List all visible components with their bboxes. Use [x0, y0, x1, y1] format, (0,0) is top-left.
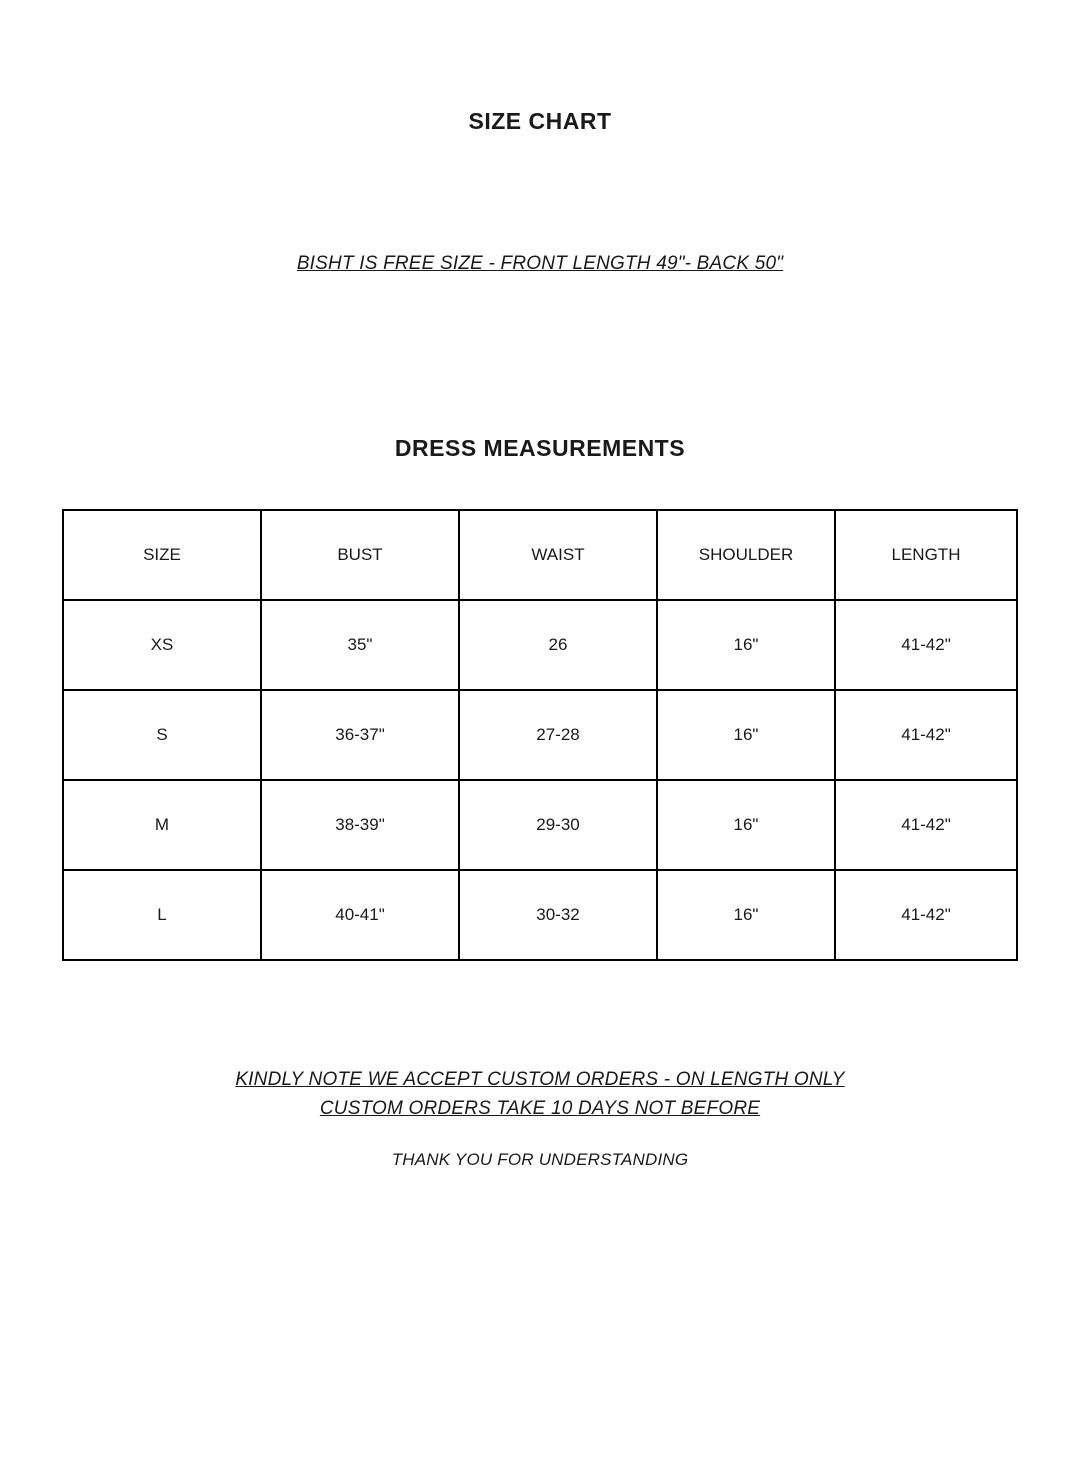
table-row [63, 870, 1017, 960]
size-chart-page [0, 108, 1080, 1458]
cell-shoulder: 16" [657, 690, 835, 780]
cell-waist: 27-28 [459, 690, 657, 780]
cell-shoulder: 16" [657, 870, 835, 960]
page-title: SIZE CHART [468, 108, 612, 134]
cell-length: 41-42" [835, 690, 1017, 780]
section-title-dress-measurements: DRESS MEASUREMENTS [394, 435, 686, 461]
table-header-row [63, 510, 1017, 600]
free-size-note: BISHT IS FREE SIZE - FRONT LENGTH 49"- BACK 50" [296, 253, 784, 274]
column-header-shoulder: SHOULDER [657, 510, 835, 600]
measurements-table [62, 509, 1018, 961]
column-header-length: LENGTH [835, 510, 1017, 600]
footer-notes [48, 1065, 1032, 1170]
cell-waist: 29-30 [459, 780, 657, 870]
custom-orders-note-line-2: CUSTOM ORDERS TAKE 10 DAYS NOT BEFORE [319, 1098, 761, 1120]
cell-size: M [63, 780, 261, 870]
cell-length: 41-42" [835, 600, 1017, 690]
cell-bust: 36-37" [261, 690, 459, 780]
column-header-size: SIZE [63, 510, 261, 600]
cell-shoulder: 16" [657, 780, 835, 870]
cell-bust: 38-39" [261, 780, 459, 870]
table-row [63, 690, 1017, 780]
cell-waist: 26 [459, 600, 657, 690]
column-header-bust: BUST [261, 510, 459, 600]
cell-shoulder: 16" [657, 600, 835, 690]
cell-bust: 40-41" [261, 870, 459, 960]
cell-size: L [63, 870, 261, 960]
table-row [63, 600, 1017, 690]
custom-orders-note-line-1: KINDLY NOTE WE ACCEPT CUSTOM ORDERS - ON LENGTH ONLY [235, 1069, 845, 1090]
thank-you-note: THANK YOU FOR UNDERSTANDING [391, 1149, 689, 1169]
column-header-waist: WAIST [459, 510, 657, 600]
cell-bust: 35" [261, 600, 459, 690]
cell-size: XS [63, 600, 261, 690]
cell-length: 41-42" [835, 870, 1017, 960]
cell-waist: 30-32 [459, 870, 657, 960]
table-row [63, 780, 1017, 870]
cell-size: S [63, 690, 261, 780]
cell-length: 41-42" [835, 780, 1017, 870]
